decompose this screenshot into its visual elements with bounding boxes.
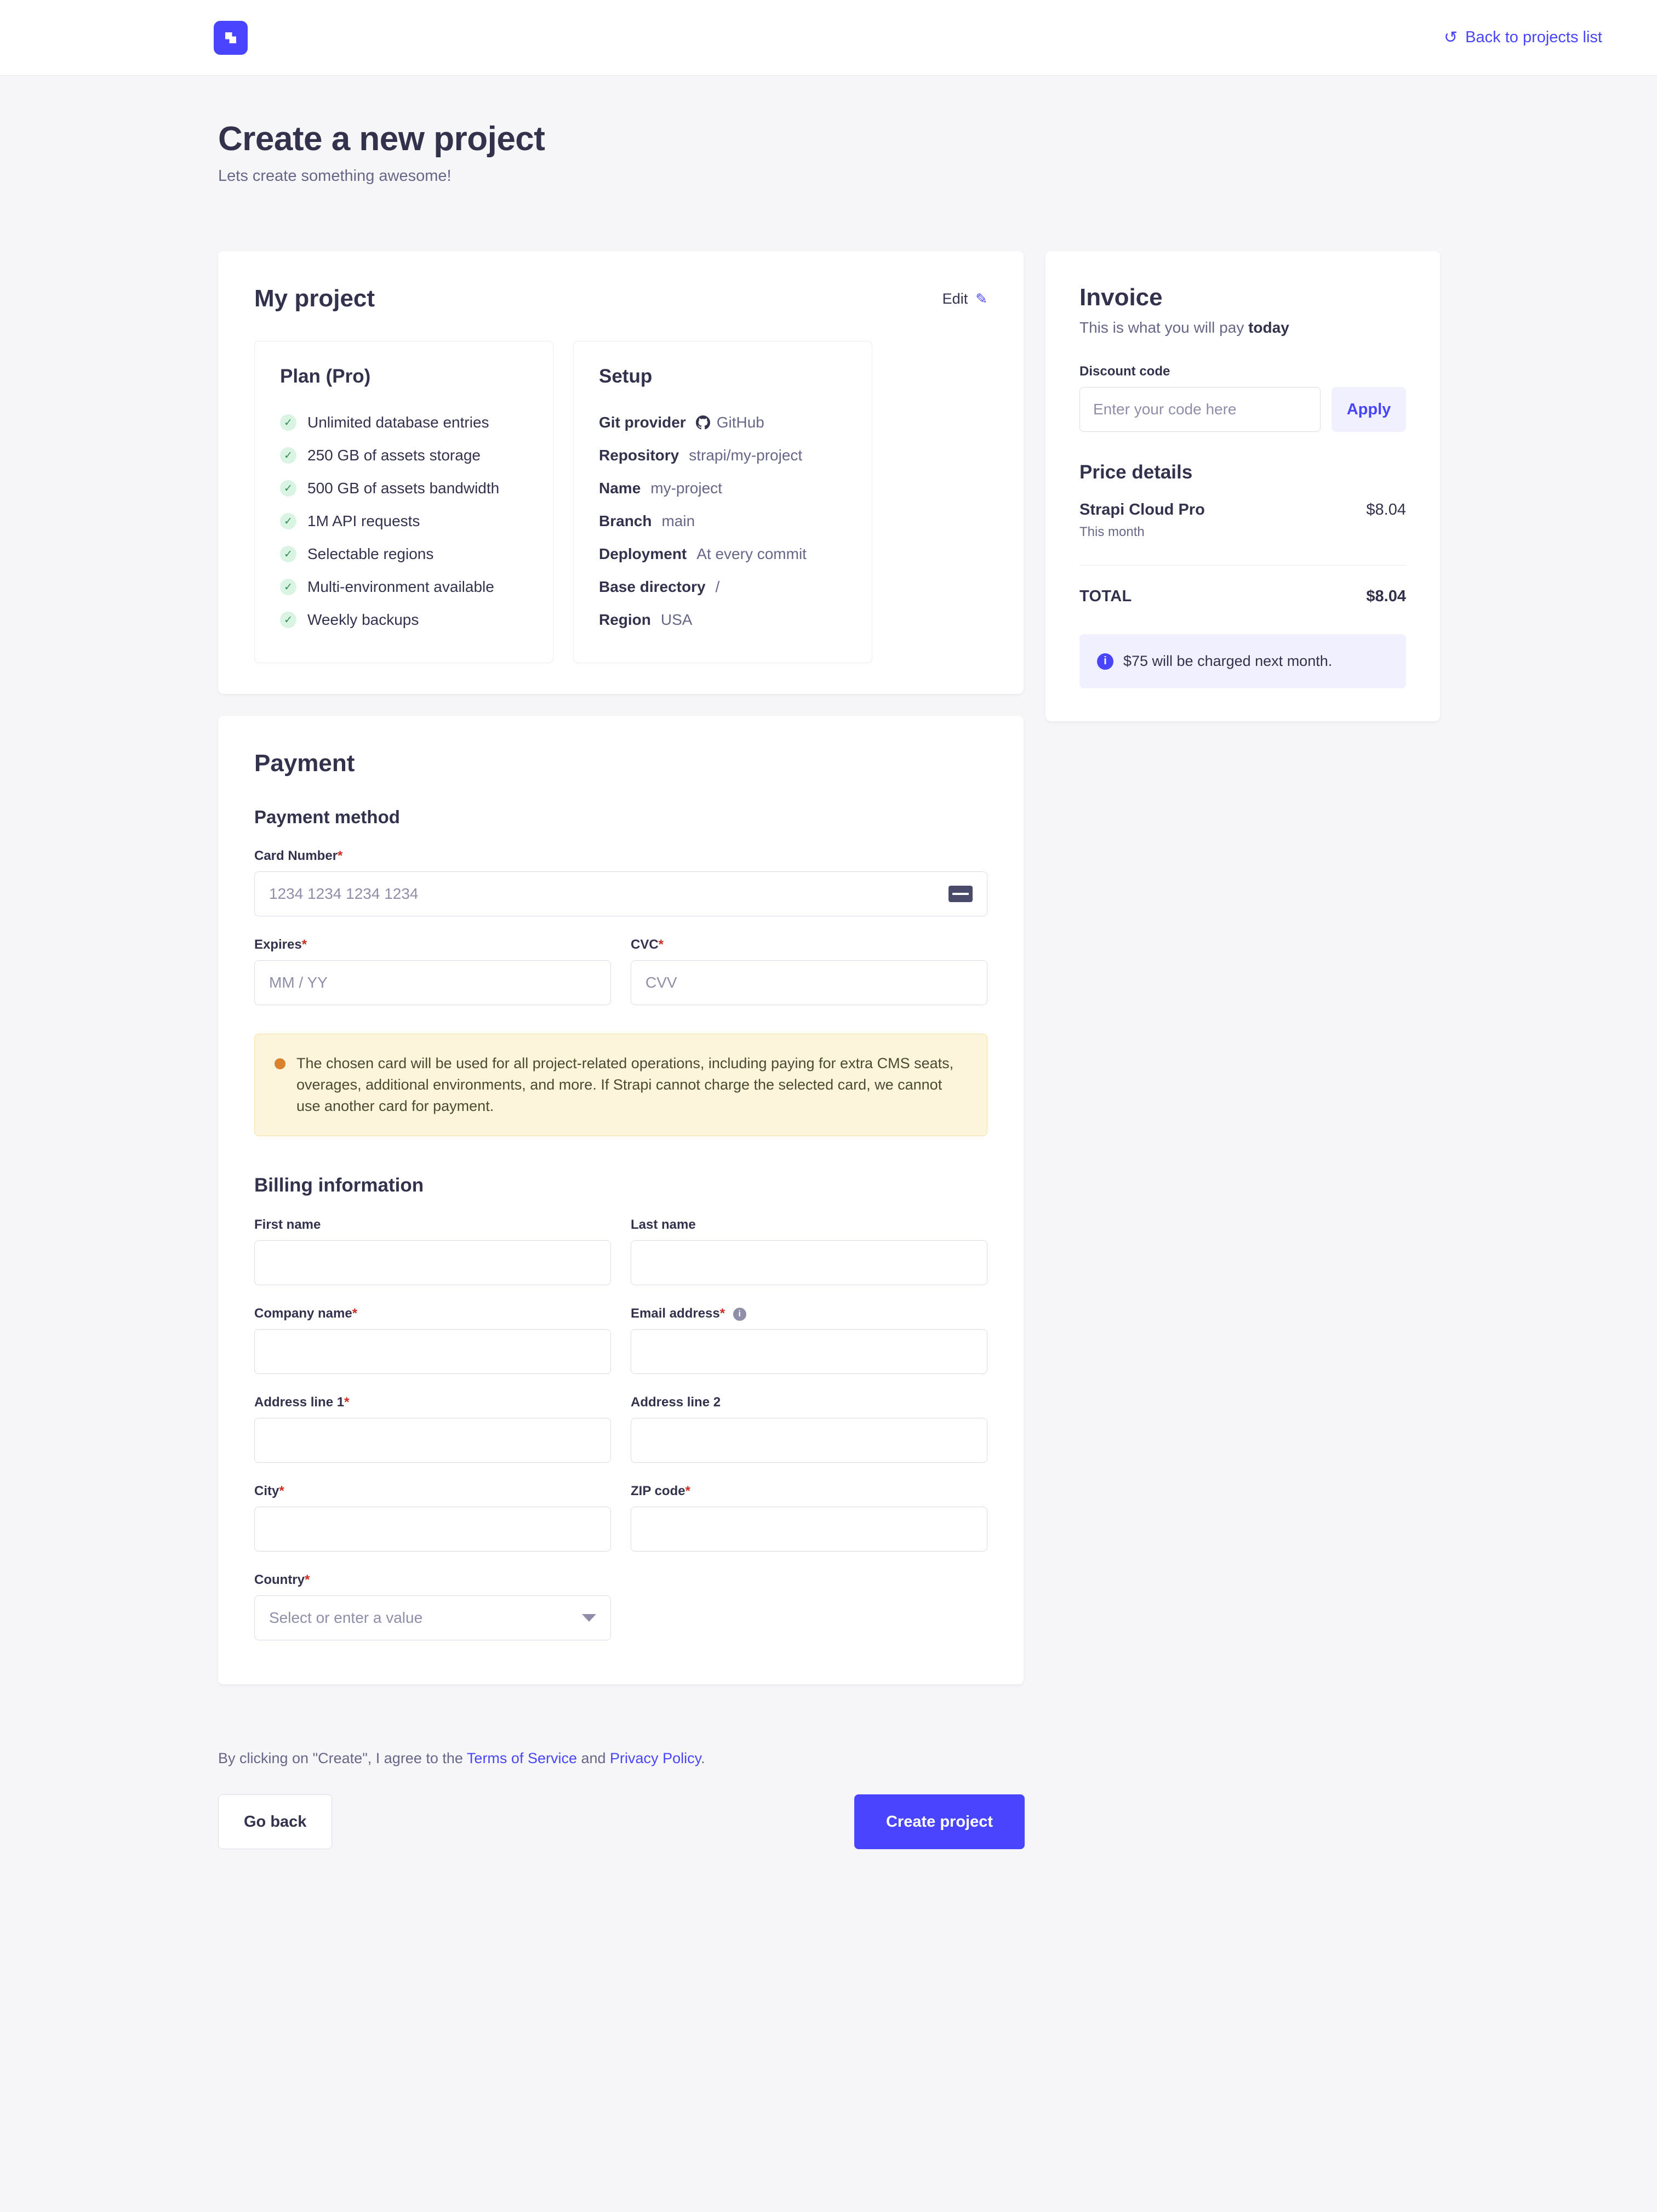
country-selected-value: Select or enter a value	[269, 1609, 423, 1627]
invoice-total-label: TOTAL	[1079, 588, 1132, 605]
page-title: Create a new project	[218, 120, 545, 158]
setup-key: Git provider	[599, 414, 686, 431]
list-item	[599, 472, 847, 505]
setup-key: Base directory	[599, 578, 706, 595]
required-marker: *	[338, 848, 343, 863]
list-item	[599, 439, 847, 472]
project-summary-header	[254, 285, 987, 312]
city-zip-row	[254, 1484, 987, 1552]
required-marker: *	[719, 1306, 725, 1321]
required-marker: *	[685, 1484, 690, 1499]
cvc-field	[631, 937, 987, 1005]
zip-code-input[interactable]	[631, 1507, 987, 1552]
card-number-label-text: Card Number	[254, 848, 338, 863]
setup-value: At every commit	[696, 545, 807, 562]
invoice-divider	[1079, 565, 1406, 566]
list-item	[280, 603, 528, 636]
list-item	[280, 571, 528, 603]
address-line-1-input[interactable]	[254, 1418, 611, 1463]
discount-code-label: Discount code	[1079, 364, 1170, 379]
strapi-logo-icon[interactable]	[214, 21, 248, 55]
chevron-down-icon	[582, 1614, 596, 1622]
check-icon: ✓	[280, 579, 296, 595]
check-icon: ✓	[280, 414, 296, 431]
warning-icon	[275, 1058, 285, 1069]
project-name-title: My project	[254, 285, 375, 312]
info-icon: i	[1097, 653, 1113, 670]
setup-key: Region	[599, 611, 651, 628]
check-icon: ✓	[280, 447, 296, 464]
footer	[0, 1684, 1025, 1849]
first-name-input[interactable]	[254, 1240, 611, 1285]
price-details-title: Price details	[1079, 461, 1193, 483]
setup-key: Deployment	[599, 545, 687, 562]
plan-feature-label: 500 GB of assets bandwidth	[307, 480, 500, 497]
plan-feature-label: Selectable regions	[307, 545, 434, 562]
info-icon[interactable]: i	[733, 1308, 746, 1321]
city-input[interactable]	[254, 1507, 611, 1552]
plan-feature-list	[280, 406, 528, 636]
email-address-field	[631, 1306, 987, 1374]
zip-code-label	[631, 1484, 987, 1499]
next-month-charge-note	[1079, 634, 1406, 688]
plan-feature-label: 250 GB of assets storage	[307, 447, 481, 464]
card-usage-notice	[254, 1034, 987, 1136]
payment-title: Payment	[254, 750, 355, 777]
required-marker: *	[658, 937, 664, 952]
city-field	[254, 1484, 611, 1552]
setup-value: USA	[660, 611, 693, 628]
price-line-item	[1079, 501, 1406, 540]
card-number-placeholder: 1234 1234 1234 1234	[269, 885, 419, 902]
back-arrow-icon: ↺	[1444, 28, 1458, 47]
list-item	[280, 505, 528, 538]
bottom-spacer	[0, 1849, 1657, 1970]
summary-boxes	[254, 341, 987, 663]
back-to-projects-label: Back to projects list	[1465, 28, 1602, 46]
list-item	[599, 571, 847, 603]
git-provider-value	[696, 414, 764, 431]
price-item-name: Strapi Cloud Pro	[1079, 501, 1205, 518]
setup-value: /	[715, 578, 720, 595]
cvc-input[interactable]	[631, 960, 987, 1005]
address-line-2-field	[631, 1395, 987, 1463]
address-line-1-label-text: Address line 1	[254, 1395, 345, 1410]
plan-feature-label: Multi-environment available	[307, 578, 494, 595]
pencil-icon: ✎	[975, 290, 987, 307]
terms-text	[218, 1750, 1025, 1767]
setup-box	[573, 341, 872, 663]
page-subtitle: Lets create something awesome!	[218, 167, 452, 185]
list-item	[599, 538, 847, 571]
apply-discount-button[interactable]: Apply	[1332, 387, 1406, 432]
card-number-field	[254, 848, 987, 916]
page-body	[0, 76, 1657, 1970]
address-row	[254, 1395, 987, 1463]
left-column	[218, 251, 1024, 1684]
address-line-1-field	[254, 1395, 611, 1463]
footer-actions	[218, 1794, 1025, 1849]
price-item-amount: $8.04	[1366, 501, 1406, 518]
company-name-input[interactable]	[254, 1329, 611, 1374]
list-item	[280, 439, 528, 472]
edit-label: Edit	[942, 290, 968, 307]
country-field	[254, 1572, 611, 1640]
setup-value: main	[661, 512, 695, 529]
plan-feature-label: 1M API requests	[307, 512, 420, 529]
country-row	[254, 1572, 987, 1640]
company-name-label	[254, 1306, 611, 1321]
invoice-subtitle	[1079, 319, 1406, 337]
edit-project-button[interactable]	[942, 285, 987, 307]
go-back-button[interactable]: Go back	[218, 1794, 332, 1849]
top-bar	[0, 0, 1657, 76]
city-label-text: City	[254, 1484, 279, 1499]
email-address-input[interactable]	[631, 1329, 987, 1374]
card-usage-notice-text: The chosen card will be used for all project-related operations, including paying for extra CMS seats, overages, additional environments, and more. If Strapi cannot charge the selected card, we cannot use another card for payment.	[296, 1055, 954, 1115]
required-marker: *	[352, 1306, 358, 1321]
plan-feature-label: Weekly backups	[307, 611, 419, 628]
country-label	[254, 1572, 611, 1588]
last-name-field	[631, 1217, 987, 1285]
expires-label	[254, 937, 611, 953]
card-expiry-cvc-row	[254, 937, 987, 1005]
company-name-field	[254, 1306, 611, 1374]
terms-pre: By clicking on "Create", I agree to the	[218, 1750, 467, 1767]
company-email-row	[254, 1306, 987, 1374]
required-marker: *	[344, 1395, 350, 1410]
country-select[interactable]	[254, 1595, 611, 1640]
list-item	[280, 406, 528, 439]
discount-code-placeholder: Enter your code here	[1093, 401, 1237, 418]
email-address-label-text: Email address	[631, 1306, 720, 1321]
card-number-input[interactable]	[254, 871, 987, 916]
project-summary-card	[218, 251, 1024, 694]
list-item	[599, 505, 847, 538]
company-name-label-text: Company name	[254, 1306, 352, 1321]
setup-value: my-project	[650, 480, 722, 497]
country-label-text: Country	[254, 1572, 305, 1588]
card-number-label	[254, 848, 987, 864]
privacy-policy-link[interactable]: Privacy Policy	[610, 1750, 701, 1767]
price-item-note: This month	[1079, 525, 1145, 539]
zip-code-label-text: ZIP code	[631, 1484, 685, 1499]
country-row-spacer	[631, 1572, 987, 1640]
zip-code-field	[631, 1484, 987, 1552]
expires-label-text: Expires	[254, 937, 302, 952]
cvc-label-text: CVC	[631, 937, 659, 952]
setup-title: Setup	[599, 366, 653, 387]
create-project-button[interactable]: Create project	[854, 1794, 1025, 1849]
terms-of-service-link[interactable]: Terms of Service	[466, 1750, 577, 1767]
invoice-total-amount: $8.04	[1366, 588, 1406, 605]
list-item	[280, 538, 528, 571]
last-name-label: Last name	[631, 1217, 696, 1233]
expires-input[interactable]	[254, 960, 611, 1005]
name-row	[254, 1217, 987, 1285]
cvc-placeholder: CVV	[645, 974, 677, 991]
expires-placeholder: MM / YY	[269, 974, 328, 991]
plan-box	[254, 341, 553, 663]
last-name-input[interactable]	[631, 1240, 987, 1285]
invoice-total-row	[1079, 588, 1406, 606]
plan-feature-label: Unlimited database entries	[307, 414, 489, 431]
price-line-item-text	[1079, 501, 1205, 540]
required-marker: *	[301, 937, 307, 952]
expires-field	[254, 937, 611, 1005]
check-icon: ✓	[280, 513, 296, 529]
setup-key: Repository	[599, 447, 679, 464]
back-to-projects-link[interactable]	[1444, 28, 1602, 47]
required-marker: *	[279, 1484, 284, 1499]
setup-detail-list	[599, 406, 847, 636]
credit-card-icon	[949, 886, 973, 902]
list-item	[280, 472, 528, 505]
plan-title: Plan (Pro)	[280, 366, 371, 387]
terms-end: .	[701, 1750, 705, 1767]
first-name-label: First name	[254, 1217, 321, 1233]
list-item	[599, 603, 847, 636]
git-provider-label: GitHub	[716, 414, 764, 431]
payment-card	[218, 716, 1024, 1684]
invoice-subtitle-pre: This is what you will pay	[1079, 319, 1249, 336]
page-headings	[0, 76, 1657, 185]
required-marker: *	[305, 1572, 310, 1588]
address-line-2-label: Address line 2	[631, 1395, 721, 1410]
discount-code-row	[1079, 387, 1406, 432]
check-icon: ✓	[280, 546, 296, 562]
github-icon	[696, 415, 710, 430]
invoice-subtitle-strong: today	[1248, 319, 1289, 336]
setup-value: strapi/my-project	[689, 447, 803, 464]
check-icon: ✓	[280, 480, 296, 497]
next-month-charge-text: $75 will be charged next month.	[1123, 653, 1333, 669]
billing-information-title: Billing information	[254, 1175, 424, 1196]
discount-code-input[interactable]	[1079, 387, 1321, 432]
city-label	[254, 1484, 611, 1499]
terms-mid: and	[576, 1750, 610, 1767]
setup-key: Name	[599, 480, 641, 497]
payment-method-title: Payment method	[254, 807, 400, 827]
invoice-card	[1045, 251, 1440, 721]
check-icon: ✓	[280, 612, 296, 628]
right-column	[1045, 251, 1440, 721]
first-name-field	[254, 1217, 611, 1285]
list-item	[599, 406, 847, 439]
invoice-title: Invoice	[1079, 284, 1163, 311]
setup-key: Branch	[599, 512, 652, 529]
email-address-label	[631, 1306, 987, 1321]
address-line-1-label	[254, 1395, 611, 1410]
address-line-2-input[interactable]	[631, 1418, 987, 1463]
main-columns	[0, 185, 1657, 1684]
cvc-label	[631, 937, 987, 953]
